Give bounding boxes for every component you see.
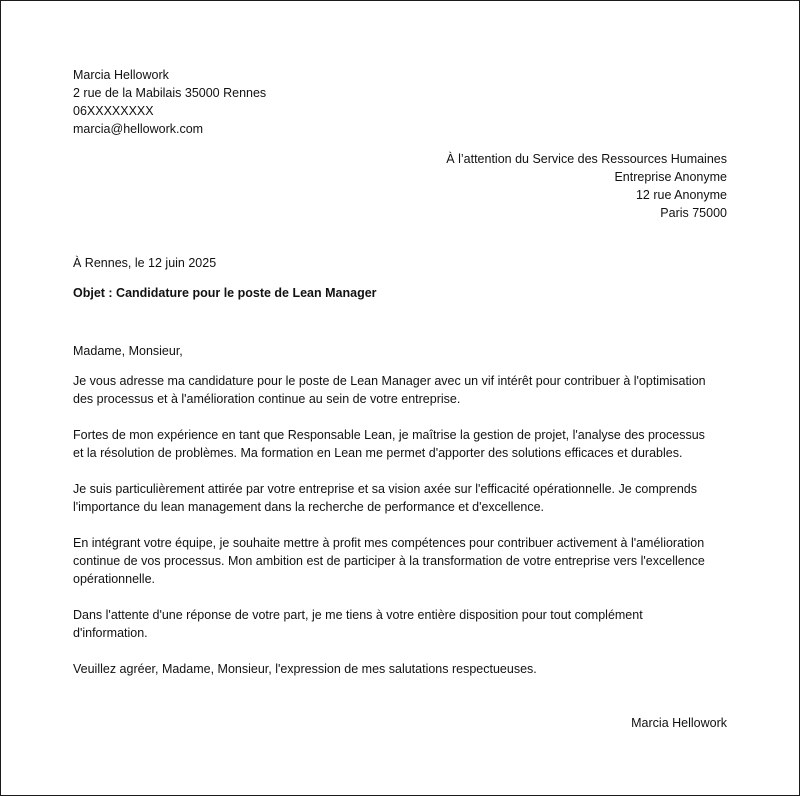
sender-address: 2 rue de la Mabilais 35000 Rennes (73, 86, 267, 100)
paragraph-line: En intégrant votre équipe, je souhaite mettre à profit mes compétences pour contribuer activement à l'amélioration (73, 536, 705, 550)
body-paragraph (73, 372, 727, 408)
recipient-block (73, 150, 727, 222)
paragraph-line: des processus et à l'amélioration continue au sein de votre entreprise. (73, 392, 461, 406)
salutation: Madame, Monsieur, (73, 344, 183, 358)
body-paragraph (73, 426, 727, 462)
place-date: À Rennes, le 12 juin 2025 (73, 256, 217, 270)
sender-email: marcia@hellowork.com (73, 122, 204, 136)
paragraph-line: et la résolution de problèmes. Ma formation en Lean me permet d'apporter des solutions efficaces et durables. (73, 446, 683, 460)
paragraph-line: Je vous adresse ma candidature pour le poste de Lean Manager avec un vif intérêt pour contribuer à l'optimisation (73, 374, 706, 388)
paragraph-line: d'information. (73, 626, 148, 640)
recipient-city: Paris 75000 (660, 206, 727, 220)
recipient-street: 12 rue Anonyme (635, 188, 727, 202)
body-paragraph (73, 606, 727, 642)
body-paragraph (73, 534, 727, 588)
paragraph-line: Fortes de mon expérience en tant que Responsable Lean, je maîtrise la gestion de projet, l'analyse des processus (73, 428, 705, 442)
paragraph-line: Veuillez agréer, Madame, Monsieur, l'expression de mes salutations respectueuses. (73, 662, 537, 676)
paragraph-line: Dans l'attente d'une réponse de votre part, je me tiens à votre entière disposition pour tout complément (73, 608, 643, 622)
sender-phone: 06XXXXXXXX (73, 104, 154, 118)
paragraph-line: continue de vos processus. Mon ambition est de participer à la transformation de votre entreprise vers l'excellence (73, 554, 705, 568)
body-paragraph (73, 480, 727, 516)
sender-name: Marcia Hellowork (73, 68, 169, 82)
paragraph-line: opérationnelle. (73, 572, 156, 586)
signature: Marcia Hellowork (631, 716, 727, 730)
letter-content (73, 66, 727, 732)
subject-line: Objet : Candidature pour le poste de Lean Manager (73, 286, 377, 300)
closing-paragraph (73, 660, 727, 678)
sender-block (73, 66, 727, 138)
recipient-company: Entreprise Anonyme (614, 170, 727, 184)
paragraph-line: Je suis particulièrement attirée par votre entreprise et sa vision axée sur l'efficacité opérationnelle. Je comprends (73, 482, 697, 496)
paragraph-line: l'importance du lean management dans la recherche de performance et d'excellence. (73, 500, 545, 514)
recipient-attention: À l’attention du Service des Ressources Humaines (446, 152, 727, 166)
